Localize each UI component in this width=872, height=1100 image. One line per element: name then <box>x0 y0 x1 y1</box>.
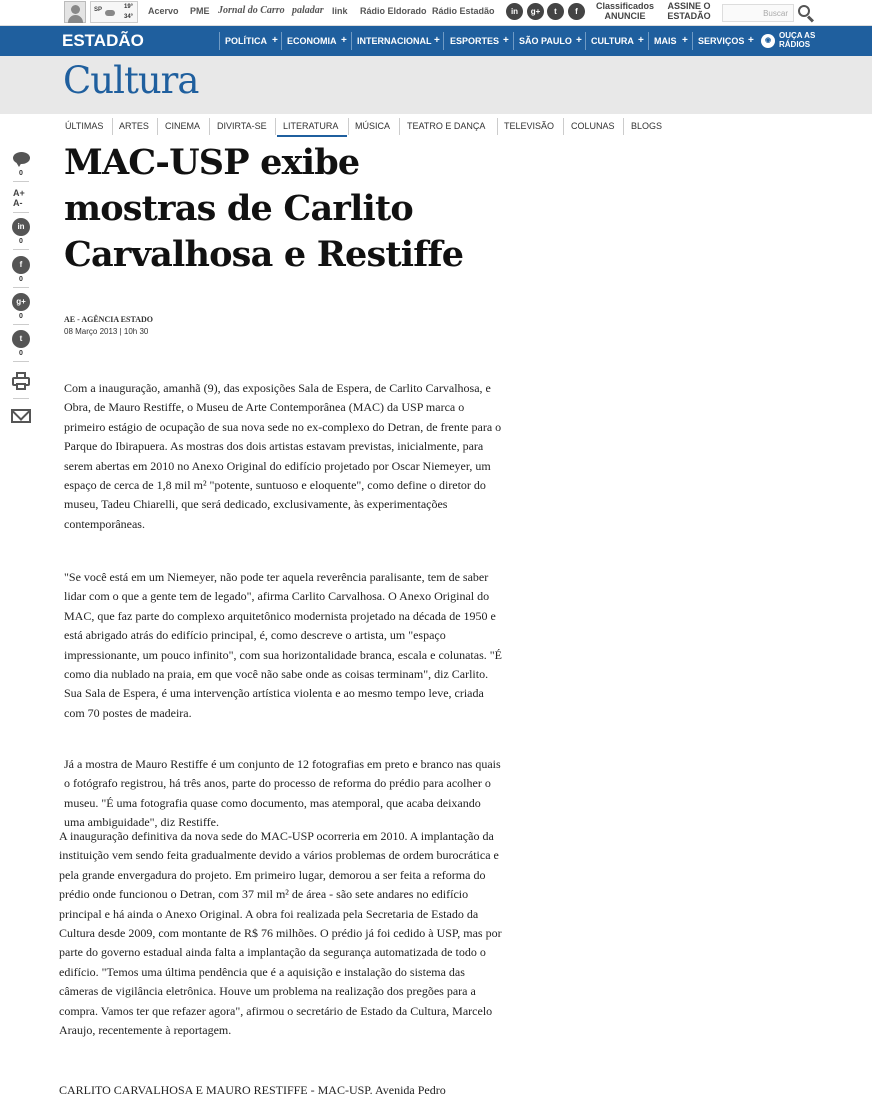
article-byline: AE - AGÊNCIA ESTADO <box>64 315 153 324</box>
classificados-line1: Classificados <box>595 1 655 11</box>
nav-plus-icon[interactable]: + <box>638 35 644 46</box>
link-radio-eldorado[interactable]: Rádio Eldorado <box>360 6 427 16</box>
estadao-logo[interactable]: ESTADÃO <box>62 31 144 50</box>
link-radio-estadao[interactable]: Rádio Estadão <box>432 6 495 16</box>
nav-divider <box>351 32 352 50</box>
envelope-flap-shape <box>11 409 31 421</box>
search-input[interactable]: Buscar <box>722 4 794 22</box>
article-paragraph: Já a mostra de Mauro Restiffe é um conjunto de 12 fotografias em preto e branco nas quais o fotógrafo registrou, há três anos, parte do processo de reforma do prédio para acolher o museu. "É uma fotografia quase como documento, mas atemporal, que acaba deixando uma ambiguidade", diz Restiffe. <box>64 757 501 830</box>
weather-widget[interactable] <box>90 1 138 23</box>
assine-line2: ESTADÃO <box>667 11 711 21</box>
linkedin-icon[interactable]: in <box>506 3 523 20</box>
headline-line: Carvalhosa e Restiffe <box>64 234 464 275</box>
rail-divider <box>13 249 29 250</box>
google-plus-share-icon[interactable]: g+ <box>12 293 30 311</box>
comments-count: 0 <box>19 170 23 177</box>
link-pme[interactable]: PME <box>190 6 210 16</box>
section-title[interactable]: Cultura <box>63 59 199 102</box>
link-paladar[interactable]: paladar <box>292 5 324 16</box>
subnav-divider <box>209 118 210 135</box>
classificados-line2: ANUNCIE <box>604 11 646 21</box>
search-icon-handle <box>807 15 814 22</box>
radio-icon[interactable]: ◉ <box>761 34 775 48</box>
rail-divider <box>13 181 29 182</box>
subnav-divider <box>157 118 158 135</box>
nav-plus-icon[interactable]: + <box>682 35 688 46</box>
subnav-item-artes[interactable]: ARTES <box>119 121 149 131</box>
share-rail <box>10 150 34 440</box>
comments-icon[interactable] <box>10 150 34 170</box>
google-plus-count: 0 <box>19 313 23 320</box>
headline-line: MAC-USP exibe <box>64 142 360 183</box>
subnav-item-ultimas[interactable]: ÚLTIMAS <box>65 121 104 131</box>
radio-link[interactable] <box>779 31 815 49</box>
subnav-item-colunas[interactable]: COLUNAS <box>571 121 615 131</box>
nav-item-politica[interactable]: POLÍTICA <box>225 36 267 46</box>
font-decrease-button[interactable]: A- <box>13 198 23 208</box>
linkedin-share-icon[interactable]: in <box>12 218 30 236</box>
nav-plus-icon[interactable]: + <box>341 35 347 46</box>
nav-item-servicos[interactable]: SERVIÇOS <box>698 36 745 46</box>
linkedin-count: 0 <box>19 238 23 245</box>
headline-line: mostras de Carlito <box>64 188 413 229</box>
user-bust-shape <box>68 15 83 23</box>
nav-divider <box>443 32 444 50</box>
radio-line1: OUÇA AS <box>779 31 816 40</box>
twitter-count: 0 <box>19 350 23 357</box>
rail-divider <box>13 324 29 325</box>
link-link[interactable]: link <box>332 6 348 16</box>
search-icon[interactable] <box>797 4 815 22</box>
comment-bubble-tail <box>16 162 22 167</box>
facebook-icon[interactable]: f <box>568 3 585 20</box>
article-paragraph: Com a inauguração, amanhã (9), das exposições Sala de Espera, de Carlito Carvalhosa, e Obra, de Mauro Restiffe, o Museu de Arte Contemporânea (MAC) da USP marca o primeiro estágio de ocupação de sua nova sede no ex-complexo do Detran, de frente para o Parque do Ibirapuera. As mostras dos dois artistas estavam previstas, inicialmente, para serem abertas em 2010 no Anexo Original do edifício projetado por Oscar Niemeyer, um espaço de cerca de 1,8 mil m² "potente, suntuoso e eloquente", como define o diretor do museu, Tadeu Chiarelli, que será dedicado, exclusivamente, às experimentações contemporâneas. <box>64 381 502 531</box>
subnav-item-televisao[interactable]: TELEVISÃO <box>504 121 555 131</box>
email-icon[interactable] <box>11 409 31 423</box>
printer-paper-shape <box>16 383 26 390</box>
article-paragraph: A inauguração definitiva da nova sede do MAC-USP ocorreria em 2010. A implantação da instituição vem sendo feita gradualmente devido a vários problemas de ordem burocrática e pela grande envergadura do projeto. Em primeiro lugar, demorou a ser feita a reforma do prédio onde funcionou o Detran, com 37 mil m² de área - são sete andares no edifício principal e há ainda o Anexo Original. A obra foi realizada pela Secretaria de Estado da Cultura desde 2009, com montante de R$ 76 milhões. O prédio já foi cedido à USP, mas por parte do governo estadual ainda falta a implantação da segurança automatizada de todo o edifício. "Temos uma última pendência que é a aquisição e instalação do sistema das câmeras de vigilância eletrônica. Houve um problema na realização dos pregões para a compra. Vamos ter que refazer agora", afirmou o secretário de Estado da Cultura, Marcelo Araujo, recentemente à reportagem. <box>59 829 502 1038</box>
nav-plus-icon[interactable]: + <box>434 35 440 46</box>
assine-line1: ASSINE O <box>667 1 711 11</box>
subnav-divider <box>563 118 564 135</box>
classificados-link[interactable] <box>594 1 656 21</box>
user-avatar[interactable] <box>64 1 86 23</box>
print-icon[interactable] <box>12 372 30 390</box>
facebook-count: 0 <box>19 276 23 283</box>
nav-divider <box>585 32 586 50</box>
article-headline <box>64 140 524 278</box>
nav-divider <box>513 32 514 50</box>
weather-city: SP <box>94 7 103 13</box>
nav-plus-icon[interactable]: + <box>503 35 509 46</box>
subnav-item-blogs[interactable]: BLOGS <box>631 121 663 131</box>
subnav-divider <box>348 118 349 135</box>
nav-item-sao-paulo[interactable]: SÃO PAULO <box>519 36 572 46</box>
nav-plus-icon[interactable]: + <box>748 35 754 46</box>
weather-temp-min: 34° <box>124 14 134 20</box>
rail-divider <box>13 212 29 213</box>
assine-link[interactable] <box>662 1 716 21</box>
rail-divider <box>13 287 29 288</box>
article-paragraph: CARLITO CARVALHOSA E MAURO RESTIFFE - MAC-USP. Avenida Pedro <box>59 1083 446 1097</box>
twitter-icon[interactable]: t <box>547 3 564 20</box>
nav-divider <box>648 32 649 50</box>
utility-bar <box>0 0 872 26</box>
article-date: 08 Março 2013 | 10h 30 <box>64 327 149 336</box>
subnav-item-literatura[interactable]: LITERATURA <box>283 121 339 131</box>
cloud-icon <box>105 10 115 16</box>
nav-divider <box>692 32 693 50</box>
subnav-item-teatro-e-danca[interactable]: TEATRO E DANÇA <box>407 121 486 131</box>
article-paragraph: "Se você está em um Niemeyer, não pode ter aquela reverência paralisante, tem de saber lidar com o que a gente tem de legado", afirma Carlito Carvalhosa. O Anexo Original do MAC, que faz parte do complexo arquitetônico modernista projetado na década de 1950 e está abrigado atrás do edifício principal, é, como descreve o artista, um "espaço impressionante, um pouco infinito", com sua horizontalidade branca, escala e colunatas. "É como dia nublado na praia, em que você não sabe onde as coisas terminam", diz Carlito. Sua Sala de Espera, é uma intervenção artística violenta e ao mesmo tempo leve, criada com 70 postes de madeira. <box>64 570 502 720</box>
weather-temp-max: 19° <box>124 4 134 10</box>
user-head-shape <box>71 5 80 14</box>
link-acervo[interactable]: Acervo <box>148 6 179 16</box>
google-plus-icon[interactable]: g+ <box>527 3 544 20</box>
radio-line2: RÁDIOS <box>779 40 811 49</box>
nav-item-esportes[interactable]: ESPORTES <box>450 36 500 46</box>
subnav-divider <box>275 118 276 135</box>
rail-divider <box>13 398 29 399</box>
nav-divider <box>219 32 220 50</box>
facebook-share-icon[interactable]: f <box>12 256 30 274</box>
subnav-divider <box>497 118 498 135</box>
subnav-item-cinema[interactable]: CINEMA <box>165 121 201 131</box>
nav-plus-icon[interactable]: + <box>576 35 582 46</box>
subnav-item-musica[interactable]: MÚSICA <box>355 121 391 131</box>
subnav-divider <box>399 118 400 135</box>
subnav-divider <box>623 118 624 135</box>
main-nav <box>0 26 872 56</box>
link-jornal-do-carro[interactable]: Jornal do Carro <box>218 5 285 16</box>
nav-item-mais[interactable]: MAIS <box>654 36 677 46</box>
subnav-item-divirta-se[interactable]: DIVIRTA-SE <box>217 121 267 131</box>
rail-divider <box>13 361 29 362</box>
nav-divider <box>281 32 282 50</box>
nav-item-internacional[interactable]: INTERNACIONAL <box>357 36 432 46</box>
twitter-share-icon[interactable]: t <box>12 330 30 348</box>
nav-plus-icon[interactable]: + <box>272 35 278 46</box>
subnav-divider <box>112 118 113 135</box>
nav-item-economia[interactable]: ECONOMIA <box>287 36 337 46</box>
subnav-active-indicator <box>277 135 347 137</box>
font-increase-button[interactable]: A+ <box>13 188 25 198</box>
nav-item-cultura[interactable]: CULTURA <box>591 36 634 46</box>
section-header <box>0 56 872 114</box>
section-subnav <box>0 114 872 138</box>
